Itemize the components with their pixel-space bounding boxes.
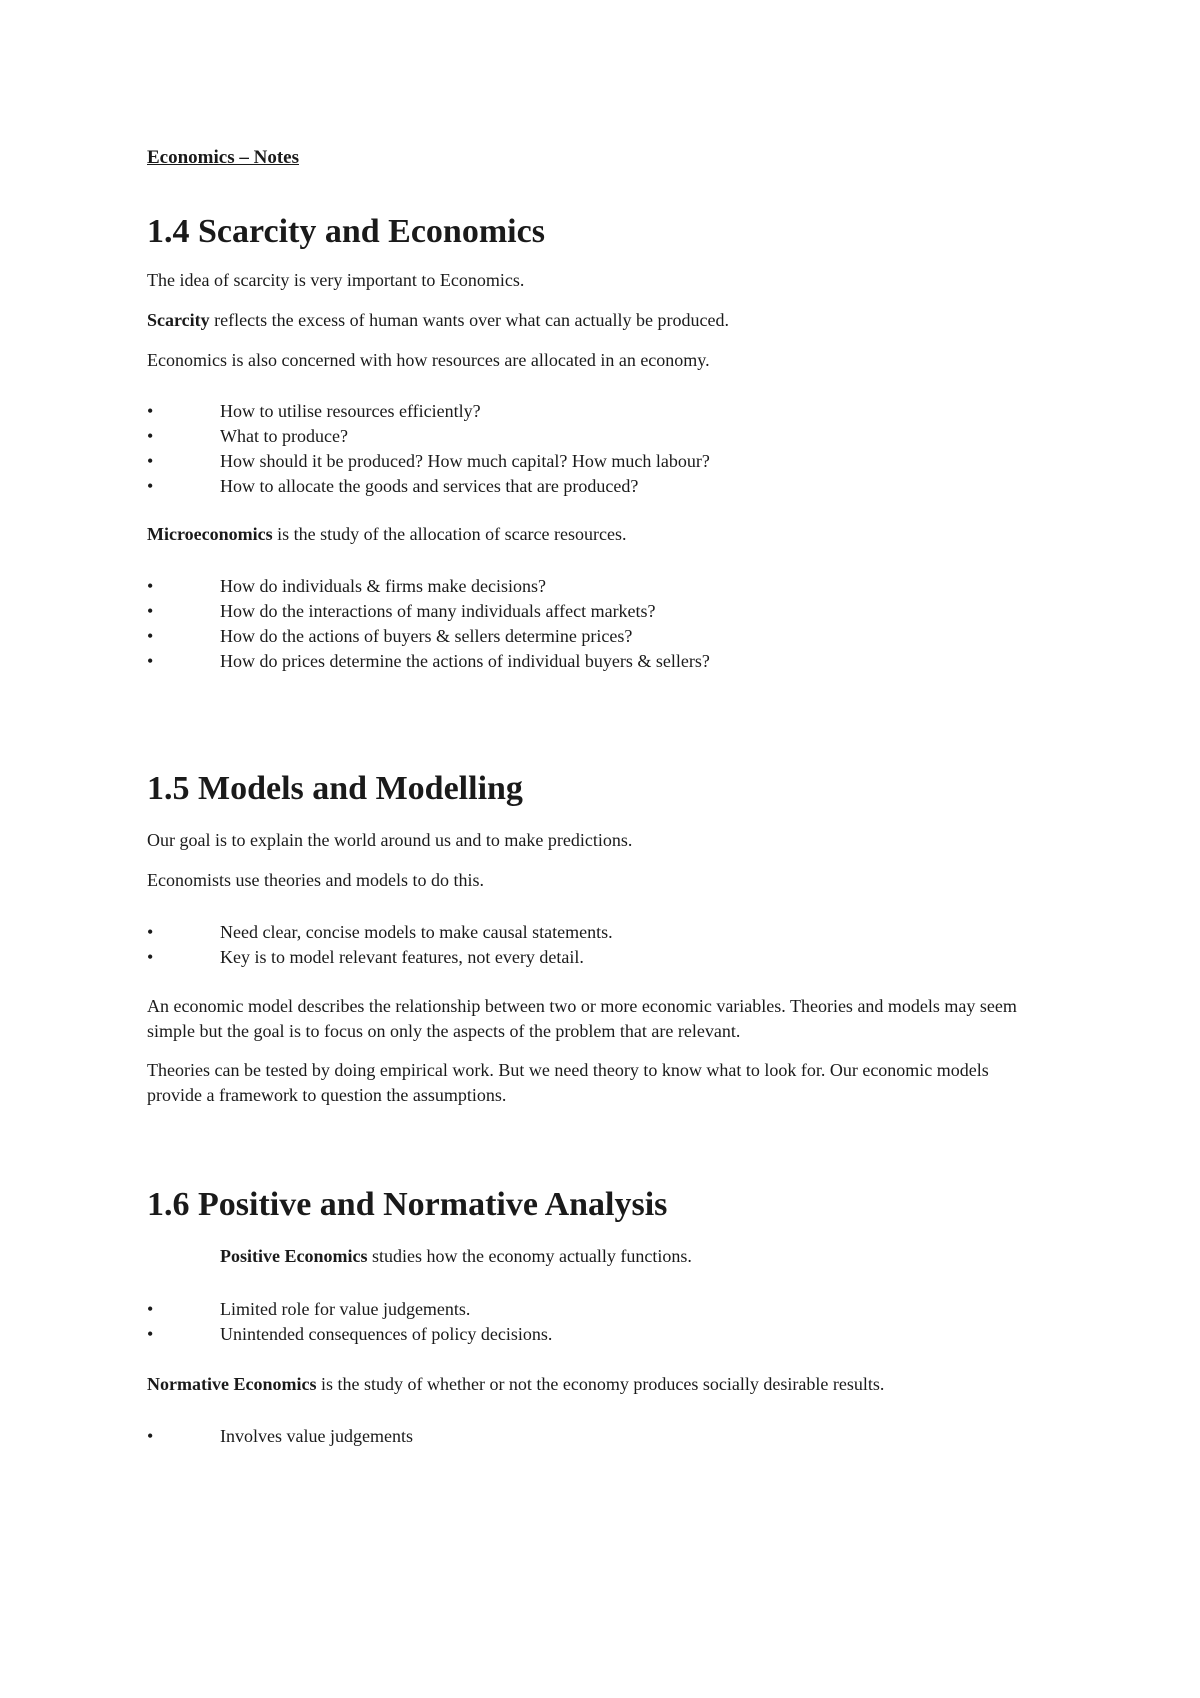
list-item <box>147 424 710 449</box>
section-heading-scarcity: 1.4 Scarcity and Economics <box>147 213 545 250</box>
document-title: Economics – Notes <box>147 147 299 168</box>
paragraph: The idea of scarcity is very important to Economics. <box>147 270 525 290</box>
definition-text: is the study of the allocation of scarce resources. <box>272 524 627 544</box>
paragraph-positive-economics <box>220 1244 1100 1269</box>
list-item-text: How to utilise resources efficiently? <box>220 401 481 421</box>
definition-text: reflects the excess of human wants over what can actually be produced. <box>209 310 729 330</box>
list-item <box>147 399 710 424</box>
list-item-text: Unintended consequences of policy decisions. <box>220 1324 553 1344</box>
bullet-icon: • <box>147 1324 154 1344</box>
bullet-icon: • <box>147 651 154 671</box>
list-item-text: Limited role for value judgements. <box>220 1299 471 1319</box>
paragraph: Economics is also concerned with how resources are allocated in an economy. <box>147 350 710 370</box>
bullet-list-micro-questions <box>147 574 710 674</box>
definition-text: is the study of whether or not the economy produces socially desirable results. <box>316 1374 885 1394</box>
list-item-text: How do individuals & firms make decisions? <box>220 576 546 596</box>
list-item <box>147 474 710 499</box>
bullet-icon: • <box>147 1426 154 1446</box>
list-item <box>147 574 710 599</box>
paragraph-normative-economics <box>147 1372 1027 1397</box>
paragraph: Our goal is to explain the world around us and to make predictions. <box>147 830 633 850</box>
bullet-icon: • <box>147 922 154 942</box>
paragraph: Economists use theories and models to do this. <box>147 870 484 890</box>
list-item-text: Involves value judgements <box>220 1426 413 1446</box>
list-item <box>147 624 710 649</box>
bullet-icon: • <box>147 601 154 621</box>
bullet-list-normative-points <box>147 1424 413 1449</box>
list-item-text: How do the actions of buyers & sellers determine prices? <box>220 626 633 646</box>
bullet-icon: • <box>147 626 154 646</box>
definition-text: studies how the economy actually functions. <box>367 1246 692 1266</box>
paragraph-microeconomics-definition <box>147 522 1027 547</box>
term-normative-economics: Normative Economics <box>147 1374 317 1394</box>
bullet-icon: • <box>147 576 154 596</box>
list-item-text: What to produce? <box>220 426 348 446</box>
list-item <box>147 1322 552 1347</box>
term-scarcity: Scarcity <box>147 310 210 330</box>
term-positive-economics: Positive Economics <box>220 1246 368 1266</box>
bullet-list-resource-questions <box>147 399 710 499</box>
term-microeconomics: Microeconomics <box>147 524 273 544</box>
bullet-icon: • <box>147 451 154 471</box>
list-item-text: How do the interactions of many individuals affect markets? <box>220 601 656 621</box>
list-item-text: Need clear, concise models to make causal statements. <box>220 922 613 942</box>
list-item-text: How should it be produced? How much capital? How much labour? <box>220 451 710 471</box>
list-item-text: How to allocate the goods and services that are produced? <box>220 476 639 496</box>
list-item <box>147 649 710 674</box>
bullet-icon: • <box>147 426 154 446</box>
bullet-icon: • <box>147 947 154 967</box>
list-item-text: Key is to model relevant features, not every detail. <box>220 947 584 967</box>
bullet-icon: • <box>147 476 154 496</box>
list-item <box>147 920 613 945</box>
paragraph-theories: Theories can be tested by doing empirical work. But we need theory to know what to look for. Our economic models provide a framework to question the assumptions. <box>147 1060 989 1105</box>
bullet-icon: • <box>147 401 154 421</box>
bullet-icon: • <box>147 1299 154 1319</box>
section-heading-positive-normative: 1.6 Positive and Normative Analysis <box>147 1186 668 1223</box>
list-item <box>147 945 613 970</box>
section-heading-models: 1.5 Models and Modelling <box>147 770 523 807</box>
list-item <box>147 1297 552 1322</box>
bullet-list-model-points <box>147 920 613 970</box>
list-item <box>147 1424 413 1449</box>
paragraph-scarcity-definition <box>147 308 1027 333</box>
paragraph-economic-model: An economic model describes the relationship between two or more economic variables. Theories and models may seem simple but the goal is to focus on only the aspects of the problem that are relevant. <box>147 996 1017 1041</box>
bullet-list-positive-points <box>147 1297 552 1347</box>
list-item <box>147 449 710 474</box>
list-item-text: How do prices determine the actions of individual buyers & sellers? <box>220 651 710 671</box>
list-item <box>147 599 710 624</box>
